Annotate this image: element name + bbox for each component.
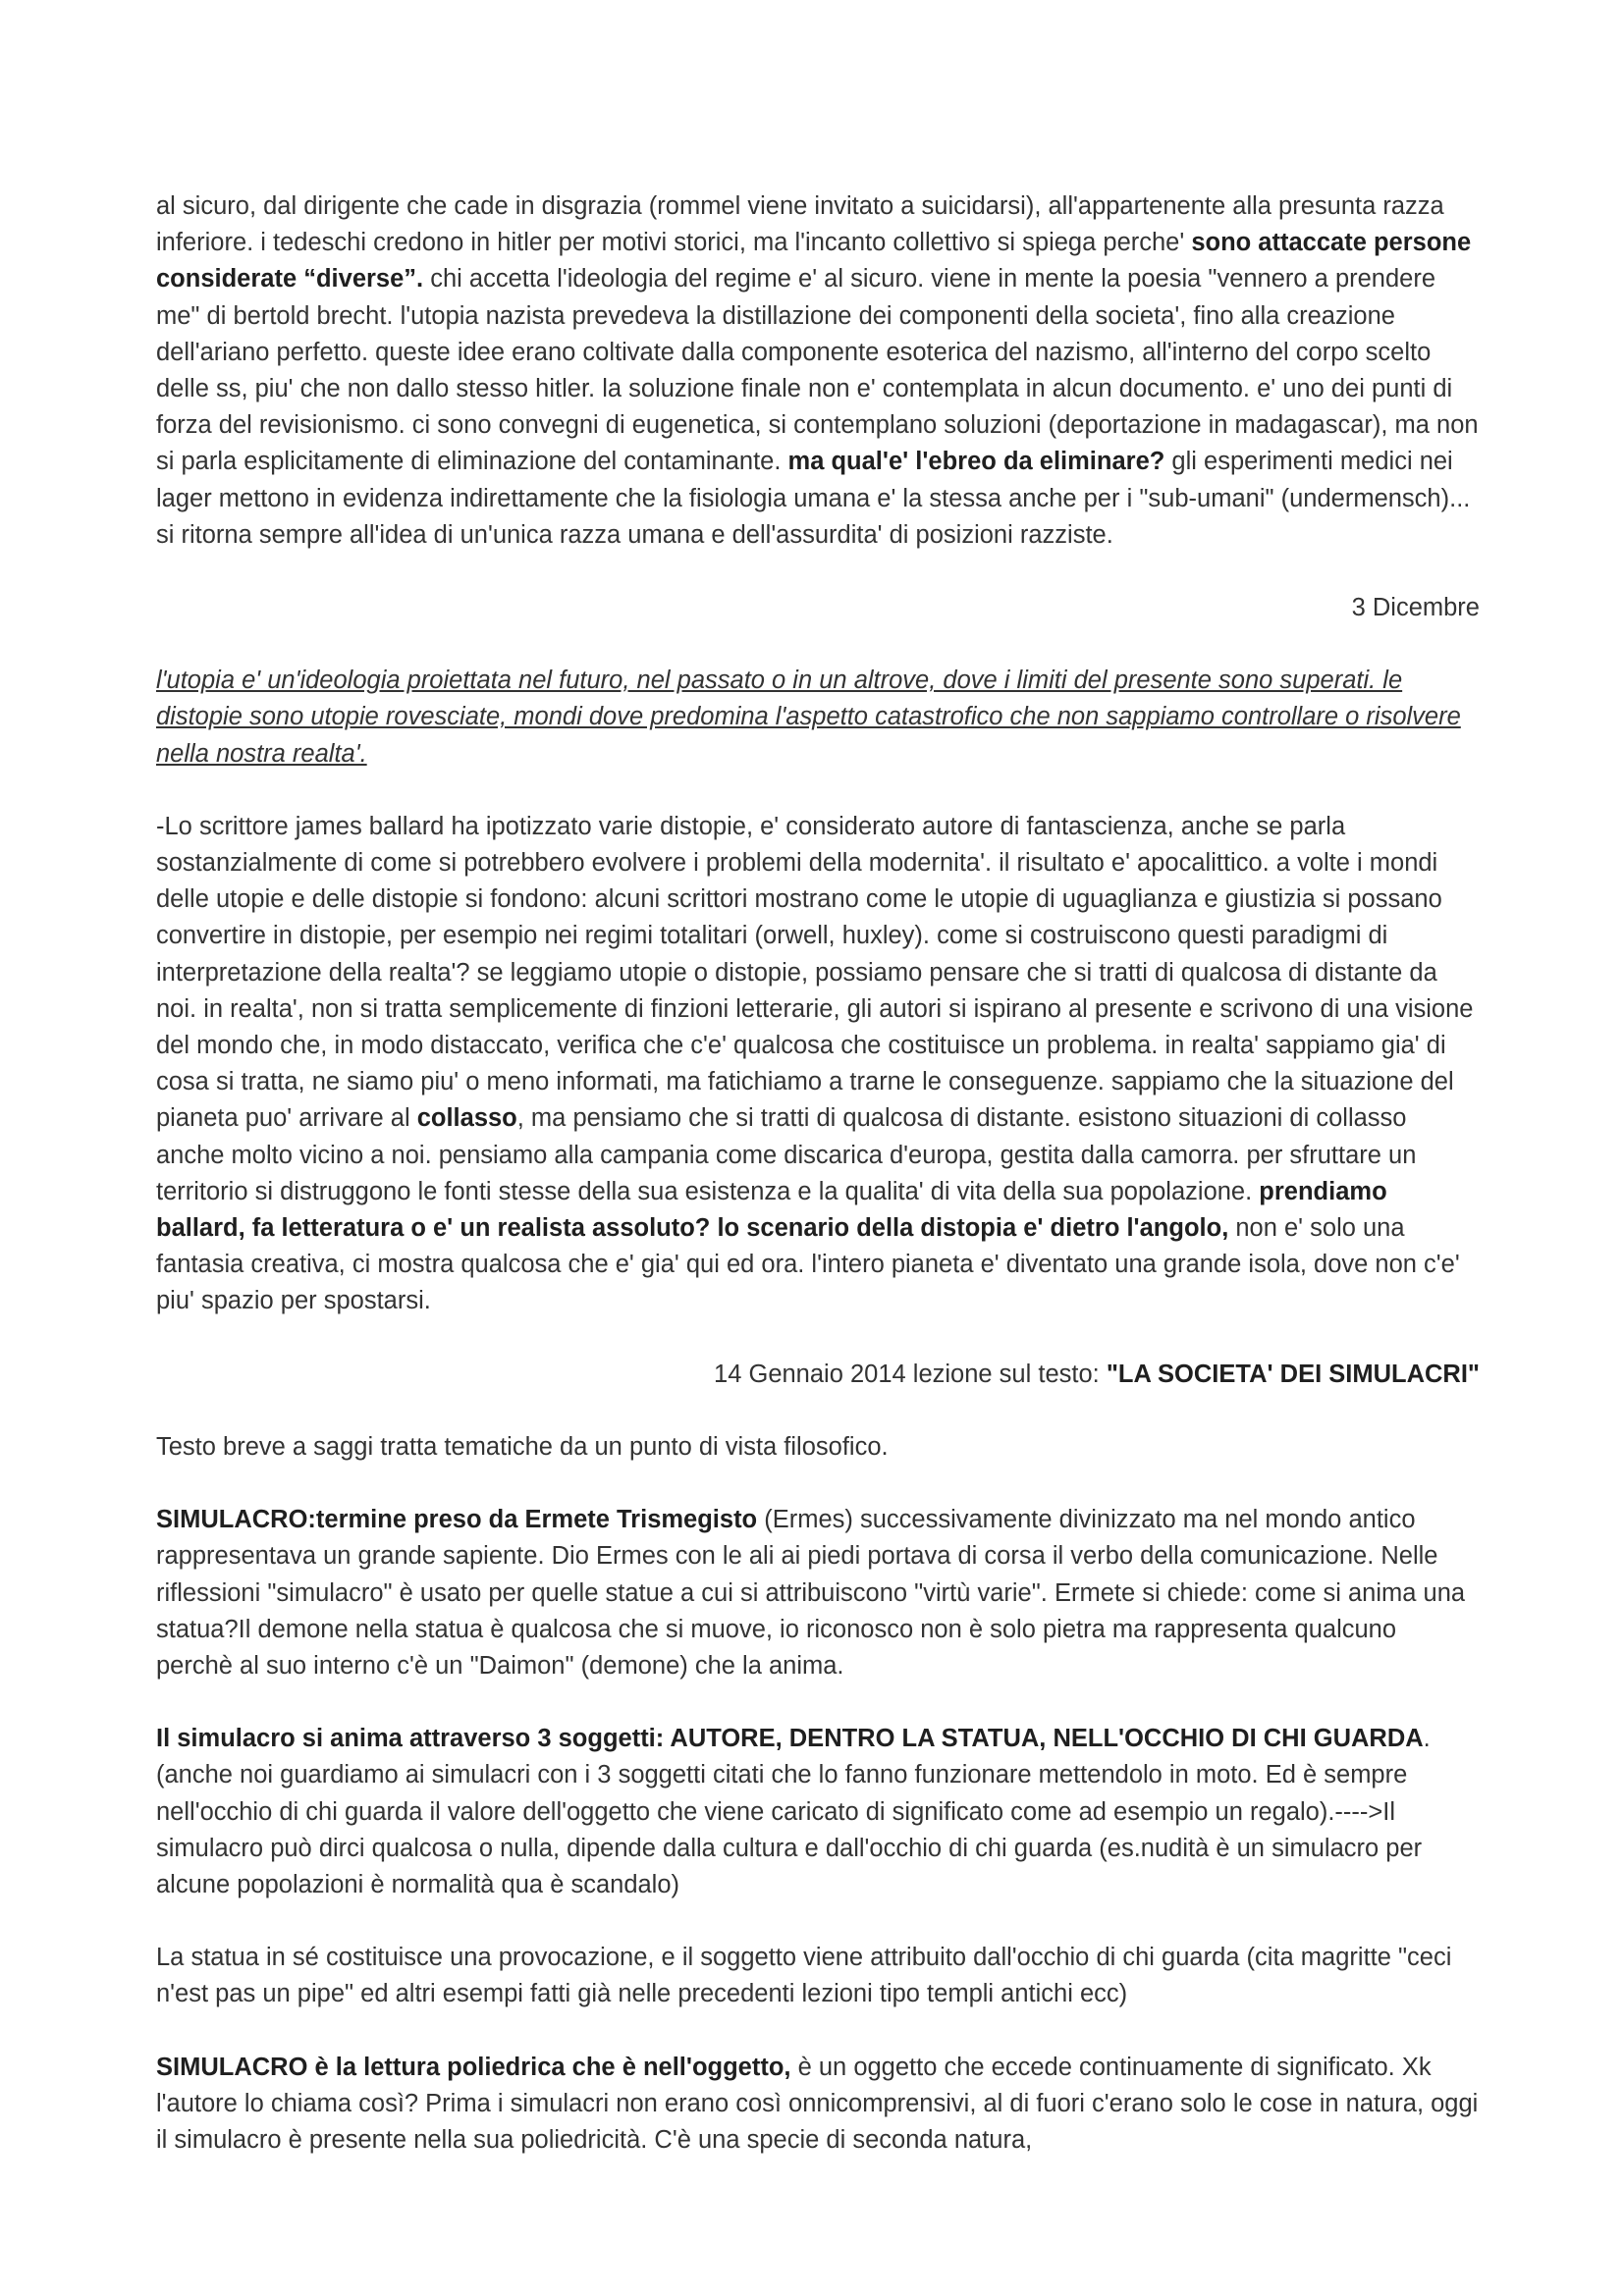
paragraph-simulacro-def: SIMULACRO:termine preso da Ermete Trismegisto (Ermes) successivamente divinizzato ma nel mondo antico rappresentava un grande sapiente. Dio Ermes con le ali ai piedi portava di corsa il verbo della comunicazione. Nelle riflessioni "simulacro" è usato per quelle statue a cui si attribuiscono "virtù varie". Ermete si chiede: come si anima una statua?Il demone nella statua è qualcosa che si muove, io riconosco non è solo pietra ma rappresenta qualcuno perchè al suo interno c'è un "Daimon" (demone) che la anima. [156,1506,1466,1680]
paragraph-nazism: al sicuro, dal dirigente che cade in disgrazia (rommel viene invitato a suicidarsi), all'appartenente alla presunta razza inferiore. i tedeschi credono in hitler per motivi storici, ma l'incanto collettivo si spiega perche' sono attaccate persone considerate “diverse”. chi accetta l'ideologia del regime e' al sicuro. viene in mente la poesia "vennero a prendere me" di bertold brecht. l'utopia nazista prevedeva la distillazione dei componenti della societa', fino alla creazione dell'ariano perfetto. queste idee erano coltivate dalla componente esoterica del nazismo, all'interno del corpo scelto delle ss, piu' che non dallo stesso hitler. la soluzione finale non e' contemplata in alcun documento. e' uno dei punti di forza del revisionismo. ci sono convegni di eugenetica, si contemplano soluzioni (deportazione in madagascar), ma non si parla esplicitamente di eliminazione del contaminante. ma qual'e' l'ebreo da eliminare? gli esperimenti medici nei lager mettono in evidenza indirettamente che la fisiologia umana e' la stessa anche per i "sub-umani" (undermensch)... si ritorna sempre all'idea di un'unica razza umana e dell'assurdita' di posizioni razziste. [156,192,1479,549]
bold-three-subjects: Il simulacro si anima attraverso 3 soggetti: AUTORE, DENTRO LA STATUA, NELL'OCCHIO DI CHI GUARDA [156,1725,1424,1753]
bold-simulacro-term: SIMULACRO:termine preso da Ermete Trismegisto [156,1506,758,1534]
paragraph-intro: Testo breve a saggi tratta tematiche da un punto di vista filosofico. [156,1432,889,1461]
paragraph-ballard: -Lo scrittore james ballard ha ipotizzato varie distopie, e' considerato autore di fantascienza, anche se parla sostanzialmente di come si potrebbero evolvere i problemi della modernita'. il risultato e' apocalittico. a volte i mondi delle utopie e delle distopie si fondono: alcuni scrittori mostrano come le utopie di uguaglianza e giustizia si possano convertire in distopie, per esempio nei regimi totalitari (orwell, huxley). come si costruiscono questi paradigmi di interpretazione della realta'? se leggiamo utopie o distopie, possiamo pensare che si tratti di qualcosa di distante da noi. in realta', non si tratta semplicemente di finzioni letterarie, gli autori si ispirano al presente e scrivono di una visione del mondo che, in modo distaccato, verifica che c'e' qualcosa che costituisce un problema. in realta' sappiamo gia' di cosa si tratta, ne siamo piu' o meno informati, ma fatichiamo a trarne le conseguenze. sappiamo che la situazione del pianeta puo' arrivare al collasso, ma pensiamo che si tratti di qualcosa di distante. esistono situazioni di collasso anche molto vicino a noi. pensiamo alla campania come discarica d'europa, gestita dalla camorra. per sfruttare un territorio si distruggono le fonti stesse della sua esistenza e la qualita' di vita della sua popolazione. prendiamo ballard, fa letteratura o e' un realista assoluto? lo scenario della distopia e' dietro l'angolo, non e' solo una fantasia creativa, ci mostra qualcosa che e' gia' qui ed ora. l'intero pianeta e' diventato una grande isola, dove non c'e' piu' spazio per spostarsi. [156,812,1474,1315]
bold-lettura-poliedrica: SIMULACRO è la lettura poliedrica che è nell'oggetto, [156,2053,791,2081]
document-page [156,188,1480,2195]
utopia-definition: l'utopia e' un'ideologia proiettata nel futuro, nel passato o in un altrove, dove i limiti del presente sono superati. le distopie sono utopie rovesciate, mondi dove predomina l'aspetto catastrofico che non sappiamo controllare o risolvere nella nostra realta'. [156,667,1461,768]
paragraph-statue: La statua in sé costituisce una provocazione, e il soggetto viene attribuito dall'occhio di chi guarda (cita magritte "ceci n'est pas un pipe" ed altri esempi fatti già nelle precedenti lezioni tipo templi antichi ecc) [156,1944,1452,2008]
paragraph-three-subjects: Il simulacro si anima attraverso 3 soggetti: AUTORE, DENTRO LA STATUA, NELL'OCCHIO DI CHI GUARDA. (anche noi guardiamo ai simulacri con i 3 soggetti citati che lo fanno funzionare mettendolo in moto. Ed è sempre nell'occhio di chi guarda il valore dell'oggetto che viene caricato di significato come ad esempio un regalo).---->Il simulacro può dirci qualcosa o nulla, dipende dalla cultura e dall'occhio di chi guarda (es.nudità è un simulacro per alcune popolazioni è normalità qua è scandalo) [156,1725,1431,1898]
bold-ballard-question: prendiamo ballard, fa letteratura o e' un realista assoluto? lo scenario della distopia e' dietro l'angolo, [156,1177,1387,1243]
lesson-heading: 14 Gennaio 2014 lezione sul testo: "LA SOCIETA' DEI SIMULACRI" [714,1360,1480,1388]
date-heading: 3 Dicembre [1351,594,1480,622]
bold-collasso: collasso [416,1104,517,1133]
bold-question: ma qual'e' l'ebreo da eliminare? [787,448,1165,476]
paragraph-poliedrica: SIMULACRO è la lettura poliedrica che è nell'oggetto, è un oggetto che eccede continuamente di significato. Xk l'autore lo chiama così? Prima i simulacri non erano così onnicomprensivi, al di fuori c'erano solo le cose in natura, oggi il simulacro è presente nella sua poliedricità. C'è una specie di seconda natura, [156,2053,1479,2154]
lesson-title: "LA SOCIETA' DEI SIMULACRI" [1106,1360,1480,1388]
bold-diverse: sono attaccate persone considerate “diverse”. [156,229,1472,294]
